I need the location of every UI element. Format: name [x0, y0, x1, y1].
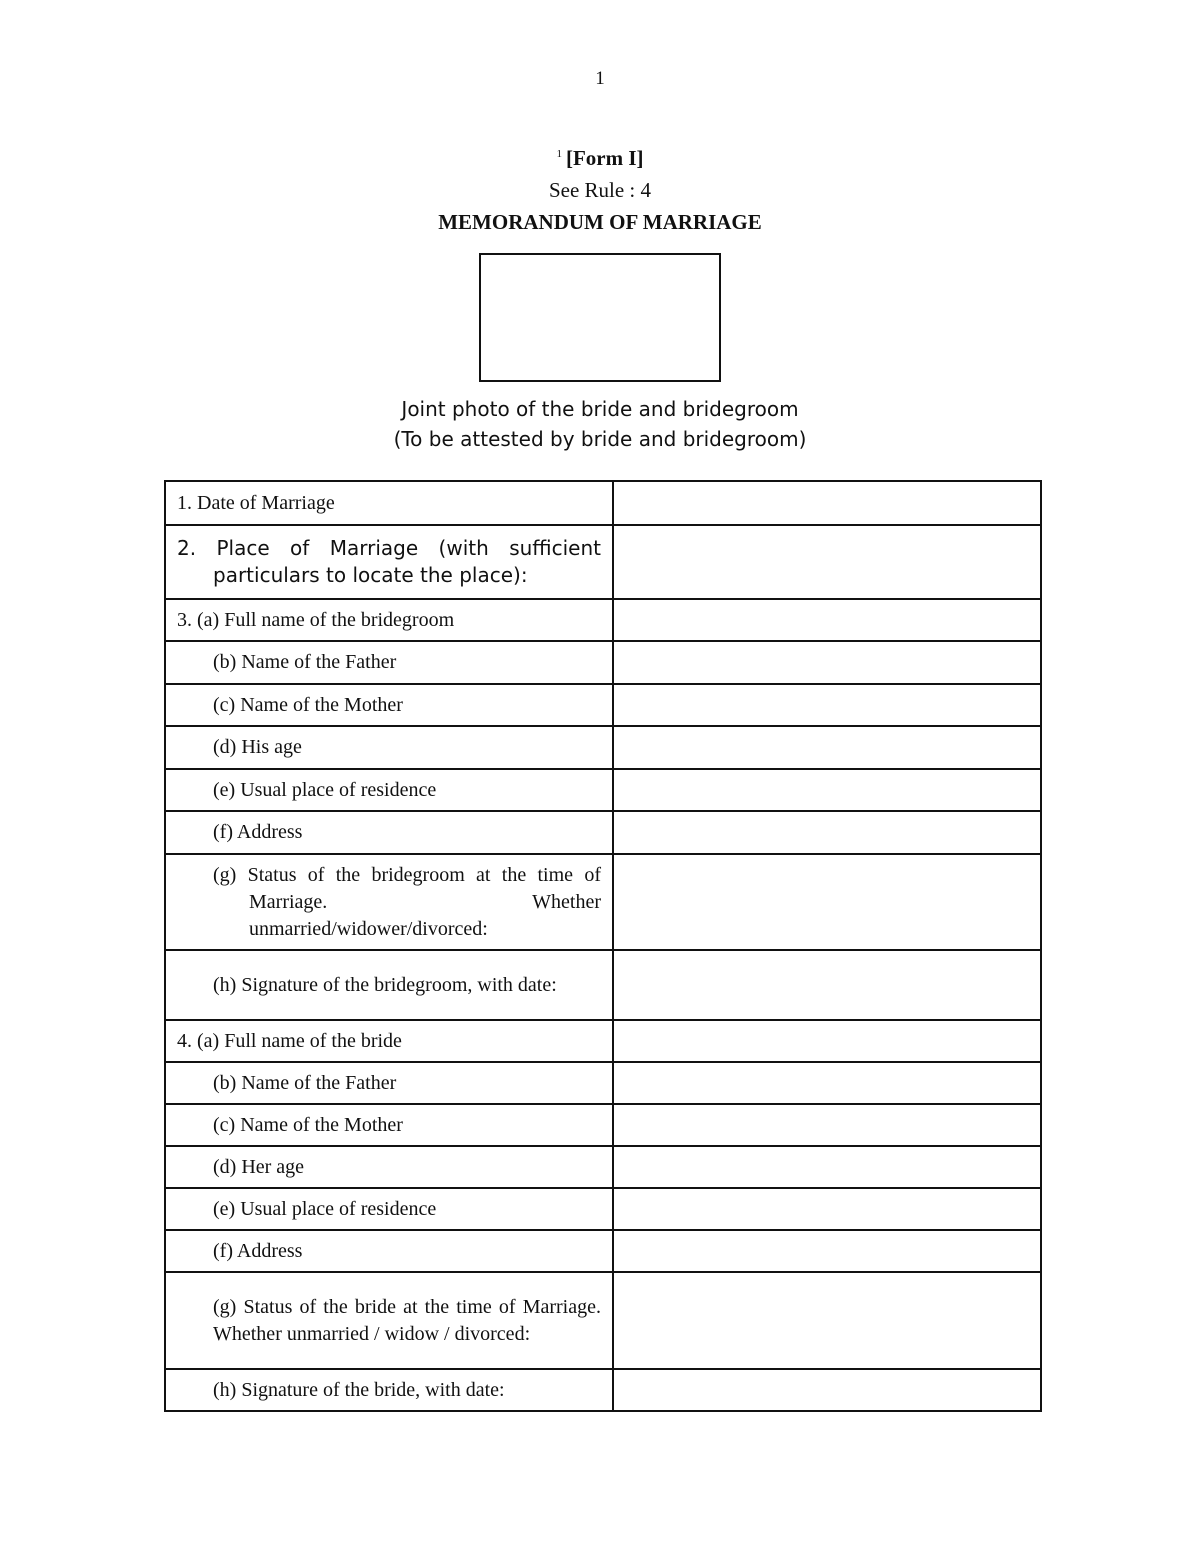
footnote-marker: 1	[556, 148, 562, 160]
form-title-text: [Form I]	[565, 146, 644, 170]
field-value[interactable]	[613, 1369, 1041, 1411]
field-value[interactable]	[613, 1146, 1041, 1188]
table-row	[165, 1188, 1041, 1230]
field-value[interactable]	[613, 950, 1041, 1020]
table-row	[165, 1272, 1041, 1369]
field-label: (d) His age	[165, 726, 613, 769]
field-label: (g) Status of the bride at the time of Marriage. Whether unmarried / widow / divorced:	[165, 1272, 613, 1369]
page-number: 1	[595, 68, 605, 89]
table-row	[165, 599, 1041, 641]
field-label: (e) Usual place of residence	[165, 769, 613, 811]
field-value[interactable]	[613, 1020, 1041, 1062]
field-value[interactable]	[613, 1188, 1041, 1230]
table-row	[165, 481, 1041, 525]
table-row	[165, 1062, 1041, 1104]
field-value[interactable]	[613, 1272, 1041, 1369]
field-label: (h) Signature of the bride, with date:	[165, 1369, 613, 1411]
field-label: (d) Her age	[165, 1146, 613, 1188]
field-label: 2. Place of Marriage (with sufficient particulars to locate the place):	[165, 525, 613, 599]
table-row	[165, 1146, 1041, 1188]
table-row	[165, 811, 1041, 854]
table-row	[165, 769, 1041, 811]
table-row	[165, 726, 1041, 769]
field-label: (b) Name of the Father	[165, 1062, 613, 1104]
field-value[interactable]	[613, 854, 1041, 950]
table-row	[165, 854, 1041, 950]
field-label: (c) Name of the Mother	[165, 1104, 613, 1146]
table-row	[165, 1104, 1041, 1146]
field-value[interactable]	[613, 1104, 1041, 1146]
field-label: (b) Name of the Father	[165, 641, 613, 684]
table-row	[165, 641, 1041, 684]
form-title	[0, 146, 1200, 171]
field-value[interactable]	[613, 811, 1041, 854]
field-value[interactable]	[613, 641, 1041, 684]
table-row	[165, 525, 1041, 599]
field-label: (c) Name of the Mother	[165, 684, 613, 726]
field-value[interactable]	[613, 1230, 1041, 1272]
table-row	[165, 684, 1041, 726]
field-label: 1. Date of Marriage	[165, 481, 613, 525]
photo-placeholder-box	[479, 253, 721, 382]
field-label: 4. (a) Full name of the bride	[165, 1020, 613, 1062]
field-label: (g) Status of the bridegroom at the time of Marriage. Whether unmarried/widower/divorced:	[165, 854, 613, 950]
field-label: 3. (a) Full name of the bridegroom	[165, 599, 613, 641]
field-value[interactable]	[613, 525, 1041, 599]
rule-reference: See Rule : 4	[548, 178, 652, 202]
field-value[interactable]	[613, 769, 1041, 811]
field-label: (f) Address	[165, 811, 613, 854]
field-value[interactable]	[613, 481, 1041, 525]
photo-caption: Joint photo of the bride and bridegroom	[401, 397, 799, 421]
field-label: (f) Address	[165, 1230, 613, 1272]
photo-attestation-note: (To be attested by bride and bridegroom)	[393, 427, 807, 451]
document-title: MEMORANDUM OF MARRIAGE	[438, 210, 762, 234]
table-row	[165, 950, 1041, 1020]
table-row	[165, 1020, 1041, 1062]
field-label: (h) Signature of the bridegroom, with date:	[165, 950, 613, 1020]
field-value[interactable]	[613, 684, 1041, 726]
table-row	[165, 1230, 1041, 1272]
field-value[interactable]	[613, 599, 1041, 641]
field-value[interactable]	[613, 1062, 1041, 1104]
table-row	[165, 1369, 1041, 1411]
field-value[interactable]	[613, 726, 1041, 769]
marriage-memorandum-table	[164, 480, 1042, 1412]
field-label: (e) Usual place of residence	[165, 1188, 613, 1230]
